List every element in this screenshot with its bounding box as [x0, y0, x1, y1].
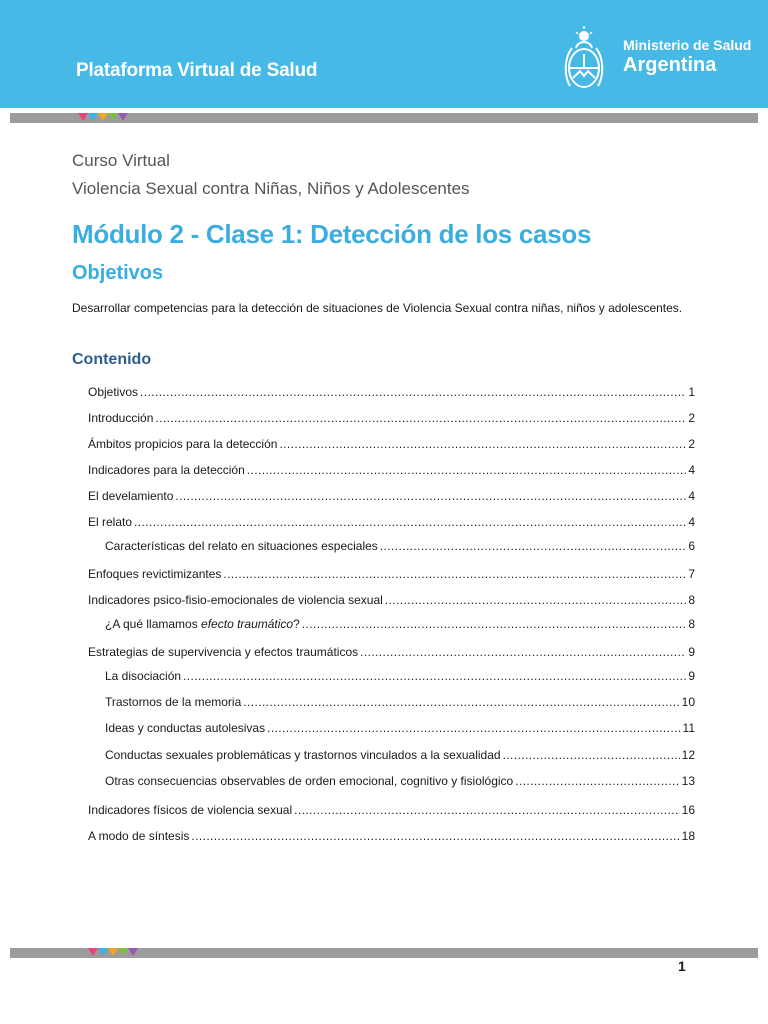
course-label: Curso Virtual: [72, 151, 170, 170]
ministry-line-2: Argentina: [623, 54, 717, 76]
decor-triangle: [108, 113, 118, 121]
decor-triangle: [98, 948, 108, 956]
course-heading: [72, 147, 470, 203]
decor-triangle: [98, 113, 108, 121]
toc-entry[interactable]: Indicadores para la detección ..... 4: [88, 459, 695, 477]
objectives-heading: Objetivos: [72, 262, 164, 284]
decor-triangle: [118, 948, 128, 956]
decor-triangle: [108, 948, 118, 956]
platform-title: Plataforma Virtual de Salud: [76, 60, 318, 81]
header-banner: [0, 0, 768, 108]
decor-triangle: [88, 113, 98, 121]
module-title: Módulo 2 - Clase 1: Detección de los casos: [72, 219, 592, 249]
toc-entry[interactable]: Introducción ..... 2: [88, 407, 695, 425]
toc-subentry[interactable]: Características del relato en situaciones especiales ..... 6: [105, 535, 695, 553]
toc-entry[interactable]: Indicadores físicos de violencia sexual ..... 16: [88, 799, 695, 817]
toc-subentry[interactable]: Otras consecuencias observables de orden emocional, cognitivo y fisiológico ..... 13: [105, 770, 695, 788]
toc-entry[interactable]: Objetivos ..... 1: [88, 381, 695, 399]
contents-heading: Contenido: [72, 351, 152, 368]
toc-subentry[interactable]: La disociación ..... 9: [105, 665, 695, 683]
toc-entry[interactable]: Ámbitos propicios para la detección ..... 2: [88, 433, 695, 451]
toc-subentry[interactable]: ¿A qué llamamos efecto traumático? ..... 8: [105, 613, 695, 631]
ministry-line-1: Ministerio de Salud: [623, 37, 752, 53]
page-number: 1: [678, 958, 686, 974]
toc-subentry[interactable]: Conductas sexuales problemáticas y trastornos vinculados a la sexualidad ..... 12: [105, 744, 695, 762]
toc-subentry[interactable]: Ideas y conductas autolesivas ..... 11: [105, 717, 695, 735]
decor-triangle: [128, 948, 138, 956]
toc-subentry[interactable]: Trastornos de la memoria ..... 10: [105, 691, 695, 709]
decor-triangle: [78, 113, 88, 121]
toc-entry[interactable]: Indicadores psico-fisio-emocionales de violencia sexual ..... 8: [88, 589, 695, 607]
toc-entry[interactable]: El relato ..... 4: [88, 511, 695, 529]
toc-entry[interactable]: Estrategias de supervivencia y efectos traumáticos ..... 9: [88, 641, 695, 659]
objectives-text: Desarrollar competencias para la detección de situaciones de Violencia Sexual contra niñas, niños y adolescentes.: [72, 301, 683, 315]
toc-entry[interactable]: A modo de síntesis ..... 18: [88, 825, 695, 843]
ministry-name: [623, 38, 751, 75]
decor-triangle: [88, 948, 98, 956]
decor-triangle: [118, 113, 128, 121]
toc-entry[interactable]: Enfoques revictimizantes ..... 7: [88, 563, 695, 581]
course-name: Violencia Sexual contra Niñas, Niños y Adolescentes: [72, 179, 470, 198]
national-coat-of-arms-icon: [560, 24, 608, 96]
toc-entry[interactable]: El develamiento ..... 4: [88, 485, 695, 503]
